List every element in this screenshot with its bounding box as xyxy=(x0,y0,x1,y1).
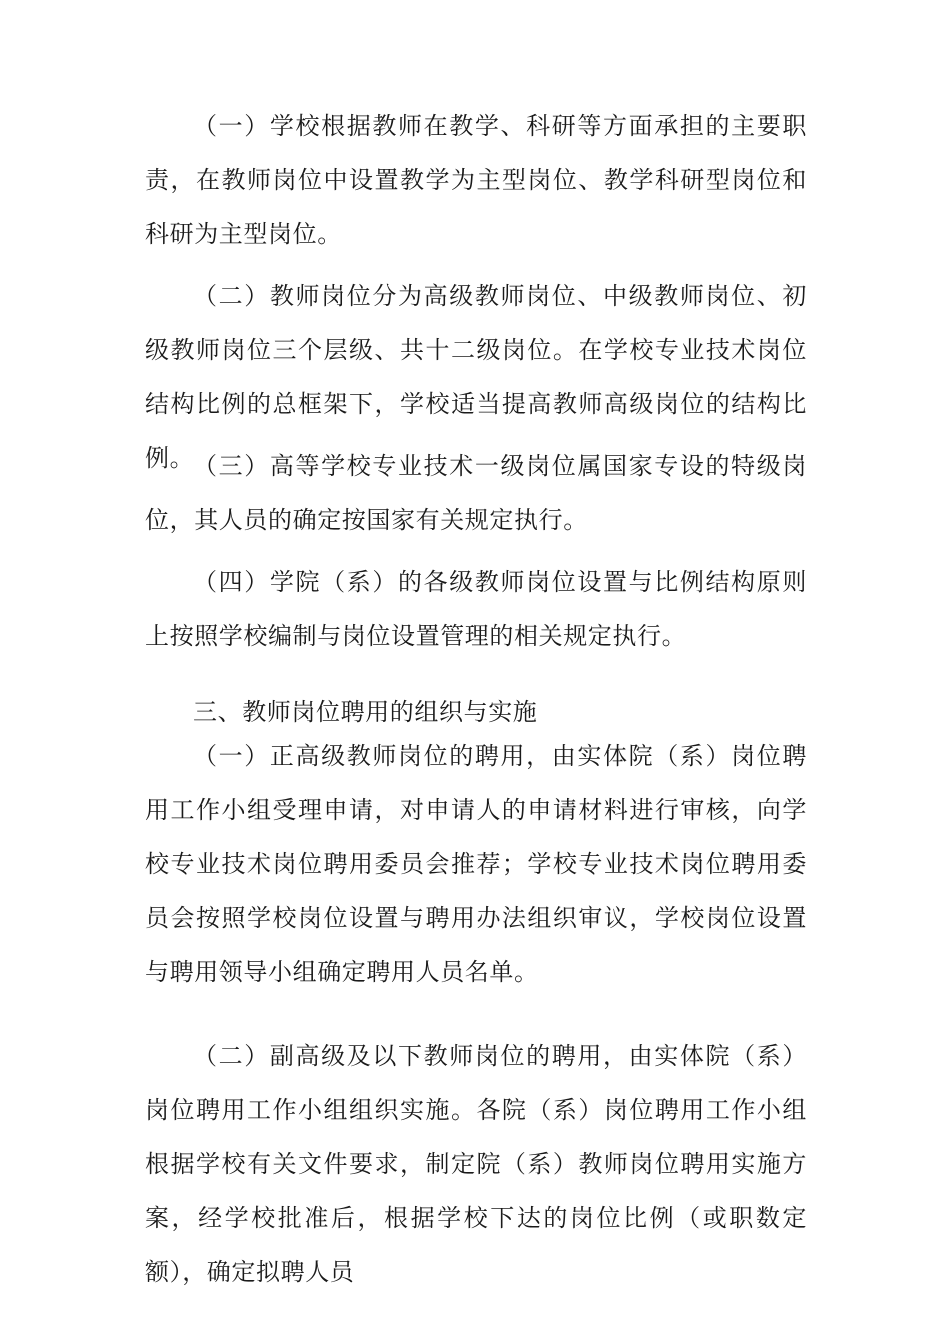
paragraph-3: （三）高等学校专业技术一级岗位属国家专设的特级岗位，其人员的确定按国家有关规定执行。 xyxy=(145,452,807,534)
section-paragraph-2: （二）副高级及以下教师岗位的聘用，由实体院（系）岗位聘用工作小组组织实施。各院（系）岗位聘用工作小组根据学校有关文件要求，制定院（系）教师岗位聘用实施方案，经学校批准后，根据学校下达的岗位比例（或职数定额），确定拟聘人员 xyxy=(145,1042,807,1286)
paragraph-4: （四）学院（系）的各级教师岗位设置与比例结构原则上按照学校编制与岗位设置管理的相关规定执行。 xyxy=(145,568,807,650)
paragraph-1: （一）学校根据教师在教学、科研等方面承担的主要职责，在教师岗位中设置教学为主型岗位、教学科研型岗位和科研为主型岗位。 xyxy=(145,112,807,248)
section-heading: 三、教师岗位聘用的组织与实施 xyxy=(193,698,538,726)
paragraph-2: （二）教师岗位分为高级教师岗位、中级教师岗位、初级教师岗位三个层级、共十二级岗位。在学校专业技术岗位结构比例的总框架下，学校适当提高教师高级岗位的结构比例。 xyxy=(145,282,807,472)
section-paragraph-1: （一）正高级教师岗位的聘用，由实体院（系）岗位聘用工作小组受理申请，对申请人的申请材料进行审核，向学校专业技术岗位聘用委员会推荐；学校专业技术岗位聘用委员会按照学校岗位设置与聘用办法组织审议，学校岗位设置与聘用领导小组确定聘用人员名单。 xyxy=(145,742,807,986)
